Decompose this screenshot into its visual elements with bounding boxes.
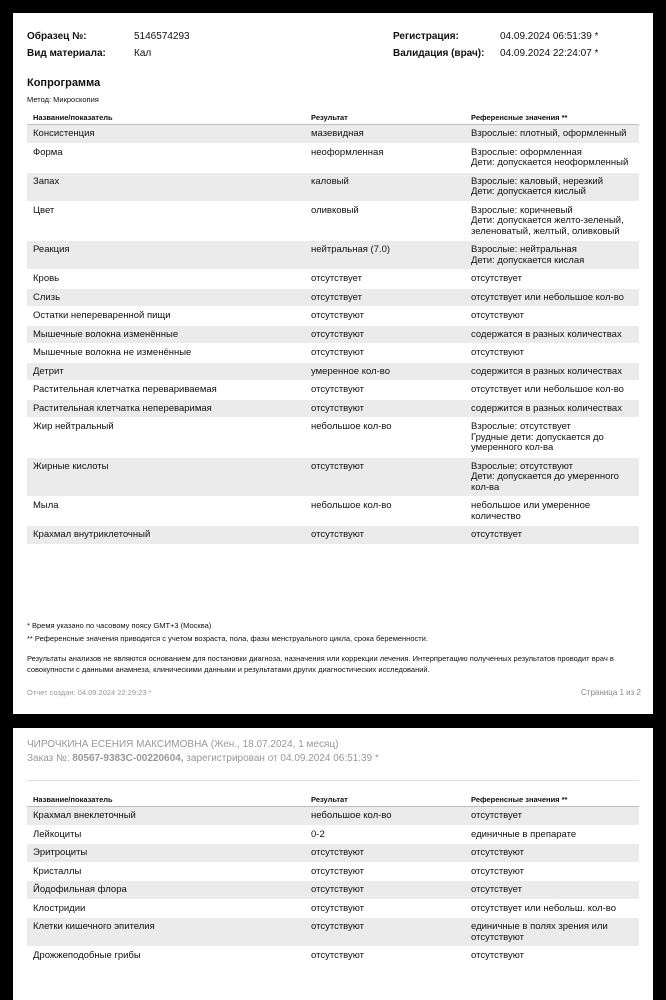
- table-row: [27, 418, 639, 458]
- result-value: 0-2: [305, 825, 465, 844]
- indicator-name: Остатки непереваренной пищи: [27, 307, 305, 326]
- table-header: [27, 108, 639, 125]
- order-suffix: зарегистрирован от 04.09.2024 06:51:39 *: [186, 753, 379, 764]
- method-label: Метод: Микроскопия: [27, 95, 99, 104]
- reference-value: отсутствуют: [465, 947, 639, 965]
- table-row: [27, 307, 639, 326]
- table-row: [27, 825, 639, 844]
- indicator-name: Мышечные волокна изменённые: [27, 325, 305, 344]
- table-row: [27, 918, 639, 947]
- reference-value: отсутствуют: [465, 862, 639, 881]
- order-prefix: Заказ №:: [27, 753, 70, 764]
- reference-footnote: ** Референсные значения приводятся с учетом возраста, пола, фазы менструального цикла, срока беременности.: [27, 634, 428, 643]
- result-value: небольшое кол-во: [305, 497, 465, 526]
- results-table: [27, 108, 639, 544]
- column-header-reference: Референсные значения **: [465, 108, 639, 125]
- result-value: отсутствуют: [305, 881, 465, 900]
- result-value: каловый: [305, 172, 465, 201]
- table-row: [27, 881, 639, 900]
- reference-value: Взрослые: нейтральная Дети: допускается кислая: [465, 241, 639, 270]
- reference-value: единичные в препарате: [465, 825, 639, 844]
- reference-value: Взрослые: оформленная Дети: допускается неоформленный: [465, 143, 639, 172]
- validation-date: 04.09.2024 22:24:07 *: [500, 48, 599, 59]
- table-row: [27, 947, 639, 965]
- reference-value: содержится в разных количествах: [465, 362, 639, 381]
- indicator-name: Цвет: [27, 201, 305, 241]
- registration-label: Регистрация:: [393, 31, 459, 42]
- reference-value: единичные в полях зрения или отсутствуют: [465, 918, 639, 947]
- sample-number: 5146574293: [134, 31, 190, 42]
- table-row: [27, 862, 639, 881]
- indicator-name: Кристаллы: [27, 862, 305, 881]
- reference-value: небольшое или умеренное количество: [465, 497, 639, 526]
- indicator-name: Мыла: [27, 497, 305, 526]
- indicator-name: Мышечные волокна не изменённые: [27, 344, 305, 363]
- table-row: [27, 172, 639, 201]
- result-value: отсутствуют: [305, 344, 465, 363]
- reference-value: Взрослые: каловый, нерезкий Дети: допускается кислый: [465, 172, 639, 201]
- result-value: отсутствуют: [305, 862, 465, 881]
- order-number: 80567-9383C-00220604,: [72, 753, 184, 764]
- table-row: [27, 270, 639, 289]
- table-header: [27, 790, 639, 807]
- reference-value: Взрослые: коричневый Дети: допускается желто-зеленый, зеленоватый, желтый, оливковый: [465, 201, 639, 241]
- result-value: мазевидная: [305, 125, 465, 144]
- table-row: [27, 381, 639, 400]
- indicator-name: Крахмал внутриклеточный: [27, 526, 305, 544]
- result-value: отсутствуют: [305, 399, 465, 418]
- reference-value: Взрослые: отсутствует Грудные дети: допускается до умеренного кол-ва: [465, 418, 639, 458]
- result-value: отсутствует: [305, 288, 465, 307]
- table-row: [27, 143, 639, 172]
- column-header-name: Название/показатель: [27, 108, 305, 125]
- indicator-name: Слизь: [27, 288, 305, 307]
- indicator-name: Растительная клетчатка непереваримая: [27, 399, 305, 418]
- table-row: [27, 457, 639, 497]
- registration-date: 04.09.2024 06:51:39 *: [500, 31, 599, 42]
- table-row: [27, 201, 639, 241]
- reference-value: отсутствуют: [465, 307, 639, 326]
- table-row: [27, 362, 639, 381]
- result-value: неоформленная: [305, 143, 465, 172]
- table-row: [27, 497, 639, 526]
- indicator-name: Жир нейтральный: [27, 418, 305, 458]
- footnotes: [27, 619, 639, 645]
- patient-info: ЧИРОЧКИНА ЕСЕНИЯ МАКСИМОВНА (Жен., 18.07.2024, 1 месяц): [27, 739, 339, 750]
- result-value: отсутствуют: [305, 381, 465, 400]
- reference-value: Взрослые: отсутствуют Дети: допускается до умеренного кол-ва: [465, 457, 639, 497]
- reference-value: отсутствует: [465, 526, 639, 544]
- column-header-result: Результат: [305, 790, 465, 807]
- indicator-name: Дрожжеподобные грибы: [27, 947, 305, 965]
- reference-value: отсутствует: [465, 270, 639, 289]
- table-row: [27, 325, 639, 344]
- result-value: отсутствуют: [305, 947, 465, 965]
- material-value: Кал: [134, 48, 152, 59]
- table-row: [27, 344, 639, 363]
- indicator-name: Запах: [27, 172, 305, 201]
- section-title: Копрограмма: [27, 77, 101, 89]
- report-page-1: [13, 13, 653, 714]
- sample-info: [27, 28, 190, 62]
- disclaimer: Результаты анализов не являются основанием для постановки диагноза, назначения или коррекции лечения. Интерпретацию полученных результатов проводит врач в совокупности с данными анамнеза, клиническими данными и результатами других диагностических исследований.: [27, 654, 614, 674]
- table-row: [27, 844, 639, 863]
- result-value: небольшое кол-во: [305, 807, 465, 826]
- validation-label: Валидация (врач):: [393, 48, 485, 59]
- order-info: [27, 753, 379, 764]
- indicator-name: Консистенция: [27, 125, 305, 144]
- sample-label: Образец №:: [27, 31, 87, 42]
- reference-value: отсутствует или небольшое кол-во: [465, 381, 639, 400]
- reference-value: содержится в разных количествах: [465, 399, 639, 418]
- table-row: [27, 399, 639, 418]
- result-value: отсутствуют: [305, 526, 465, 544]
- divider: [27, 780, 639, 781]
- column-header-reference: Референсные значения **: [465, 790, 639, 807]
- table-row: [27, 125, 639, 144]
- indicator-name: Форма: [27, 143, 305, 172]
- column-header-result: Результат: [305, 108, 465, 125]
- indicator-name: Крахмал внеклеточный: [27, 807, 305, 826]
- result-value: отсутствуют: [305, 457, 465, 497]
- table-row: [27, 807, 639, 826]
- indicator-name: Жирные кислоты: [27, 457, 305, 497]
- result-value: отсутствует: [305, 270, 465, 289]
- material-label: Вид материала:: [27, 48, 106, 59]
- reference-value: отсутствуют: [465, 844, 639, 863]
- dates-info: [393, 28, 598, 62]
- result-value: отсутствуют: [305, 307, 465, 326]
- reference-value: отсутствует или небольш. кол-во: [465, 899, 639, 918]
- reference-value: Взрослые: плотный, оформленный: [465, 125, 639, 144]
- indicator-name: Йодофильная флора: [27, 881, 305, 900]
- reference-value: отсутствуют: [465, 344, 639, 363]
- table-row: [27, 526, 639, 544]
- result-value: нейтральная (7.0): [305, 241, 465, 270]
- results-table-continued: [27, 790, 639, 965]
- reference-value: отсутствует: [465, 807, 639, 826]
- result-value: отсутствуют: [305, 325, 465, 344]
- reference-value: содержатся в разных количествах: [465, 325, 639, 344]
- table-row: [27, 288, 639, 307]
- timezone-footnote: * Время указано по часовому поясу GMT+3 (Москва): [27, 621, 212, 630]
- reference-value: отсутствует: [465, 881, 639, 900]
- indicator-name: Клостридии: [27, 899, 305, 918]
- indicator-name: Детрит: [27, 362, 305, 381]
- indicator-name: Кровь: [27, 270, 305, 289]
- indicator-name: Лейкоциты: [27, 825, 305, 844]
- column-header-name: Название/показатель: [27, 790, 305, 807]
- report-created: Отчет создан: 04.09.2024 22:29:23 *: [27, 688, 152, 697]
- indicator-name: Клетки кишечного эпителия: [27, 918, 305, 947]
- result-value: оливковый: [305, 201, 465, 241]
- result-value: отсутствуют: [305, 899, 465, 918]
- result-value: умеренное кол-во: [305, 362, 465, 381]
- indicator-name: Растительная клетчатка перевариваемая: [27, 381, 305, 400]
- page-number: Страница 1 из 2: [581, 688, 641, 697]
- table-row: [27, 899, 639, 918]
- indicator-name: Реакция: [27, 241, 305, 270]
- result-value: небольшое кол-во: [305, 418, 465, 458]
- reference-value: отсутствует или небольшое кол-во: [465, 288, 639, 307]
- report-page-2: [13, 728, 653, 1000]
- result-value: отсутствуют: [305, 918, 465, 947]
- table-row: [27, 241, 639, 270]
- result-value: отсутствуют: [305, 844, 465, 863]
- indicator-name: Эритроциты: [27, 844, 305, 863]
